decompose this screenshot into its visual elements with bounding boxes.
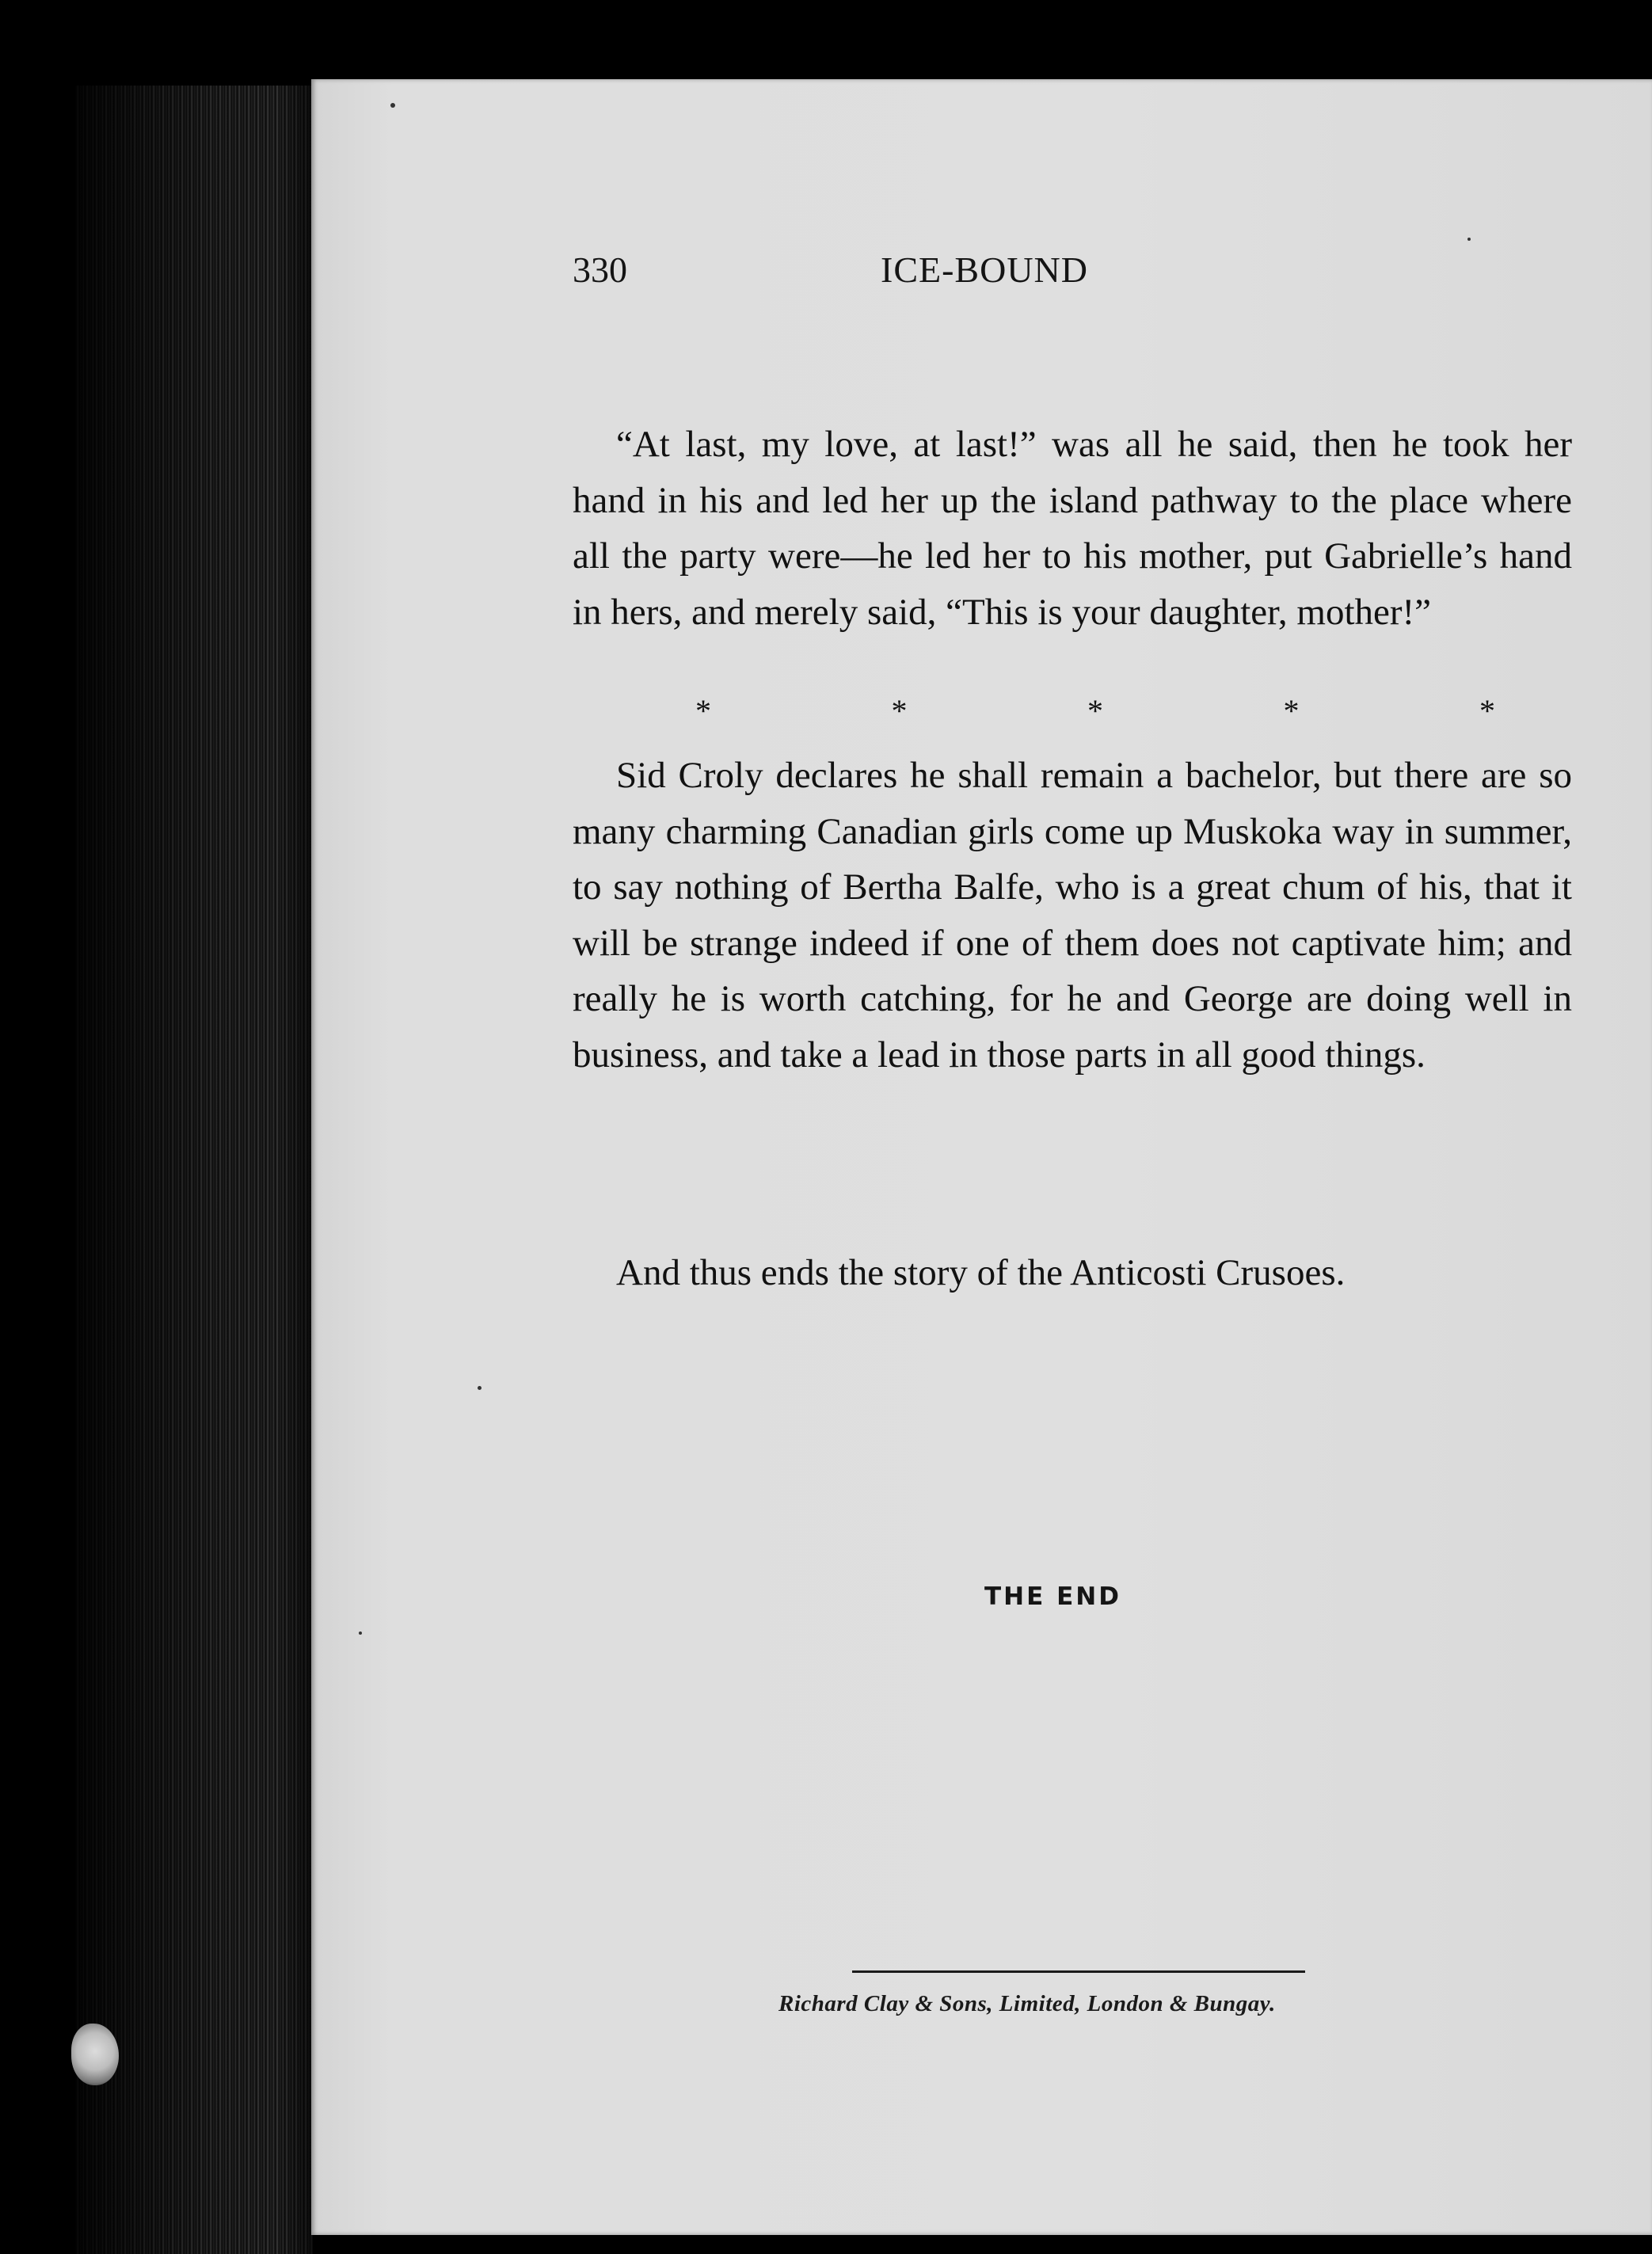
asterisk: * xyxy=(891,693,908,729)
paper-fleck xyxy=(359,1631,362,1635)
asterisk: * xyxy=(1479,693,1495,729)
asterisk: * xyxy=(695,693,711,729)
paper-fleck xyxy=(478,1386,482,1390)
paragraph-text: Sid Croly declares he shall remain a bachelor, but there are so many charming Canadian girls come up Muskoka way in summer, to say nothing of Bertha Balfe, who is a great chum of his, that it will be strange indeed if one of them does not captivate him; and really he is worth catching, for he and George are doing well in business, and take a lead in those parts in all good things. xyxy=(573,755,1572,1076)
book-page xyxy=(311,79,1652,2235)
paragraph-text: “At last, my love, at last!” was all he said, then he took her hand in his and led her up the island pathway to the place where all the party were—he led her to his mother, put Gabrielle’s hand in hers, and merely said, “This is your daughter, mother!” xyxy=(573,424,1572,633)
asterisk: * xyxy=(1087,693,1103,729)
page-header xyxy=(573,249,1507,296)
book-page-edges xyxy=(75,86,313,2254)
section-separator xyxy=(691,692,1499,729)
the-end-heading: THE END xyxy=(984,1582,1121,1611)
running-title: ICE-BOUND xyxy=(881,249,1088,290)
paper-fleck xyxy=(1467,238,1471,241)
paper-blemish xyxy=(71,2024,119,2085)
page-number: 330 xyxy=(573,249,627,290)
paragraph-2 xyxy=(573,748,1572,1083)
paper-fleck xyxy=(390,103,395,108)
asterisk: * xyxy=(1283,693,1300,729)
printer-imprint: Richard Clay & Sons, Limited, London & Bungay. xyxy=(778,1991,1276,2016)
paragraph-1 xyxy=(573,417,1572,640)
imprint-rule xyxy=(852,1970,1305,1973)
closing-line: And thus ends the story of the Anticosti Crusoes. xyxy=(616,1252,1346,1293)
page-edges-shading xyxy=(75,86,313,2254)
